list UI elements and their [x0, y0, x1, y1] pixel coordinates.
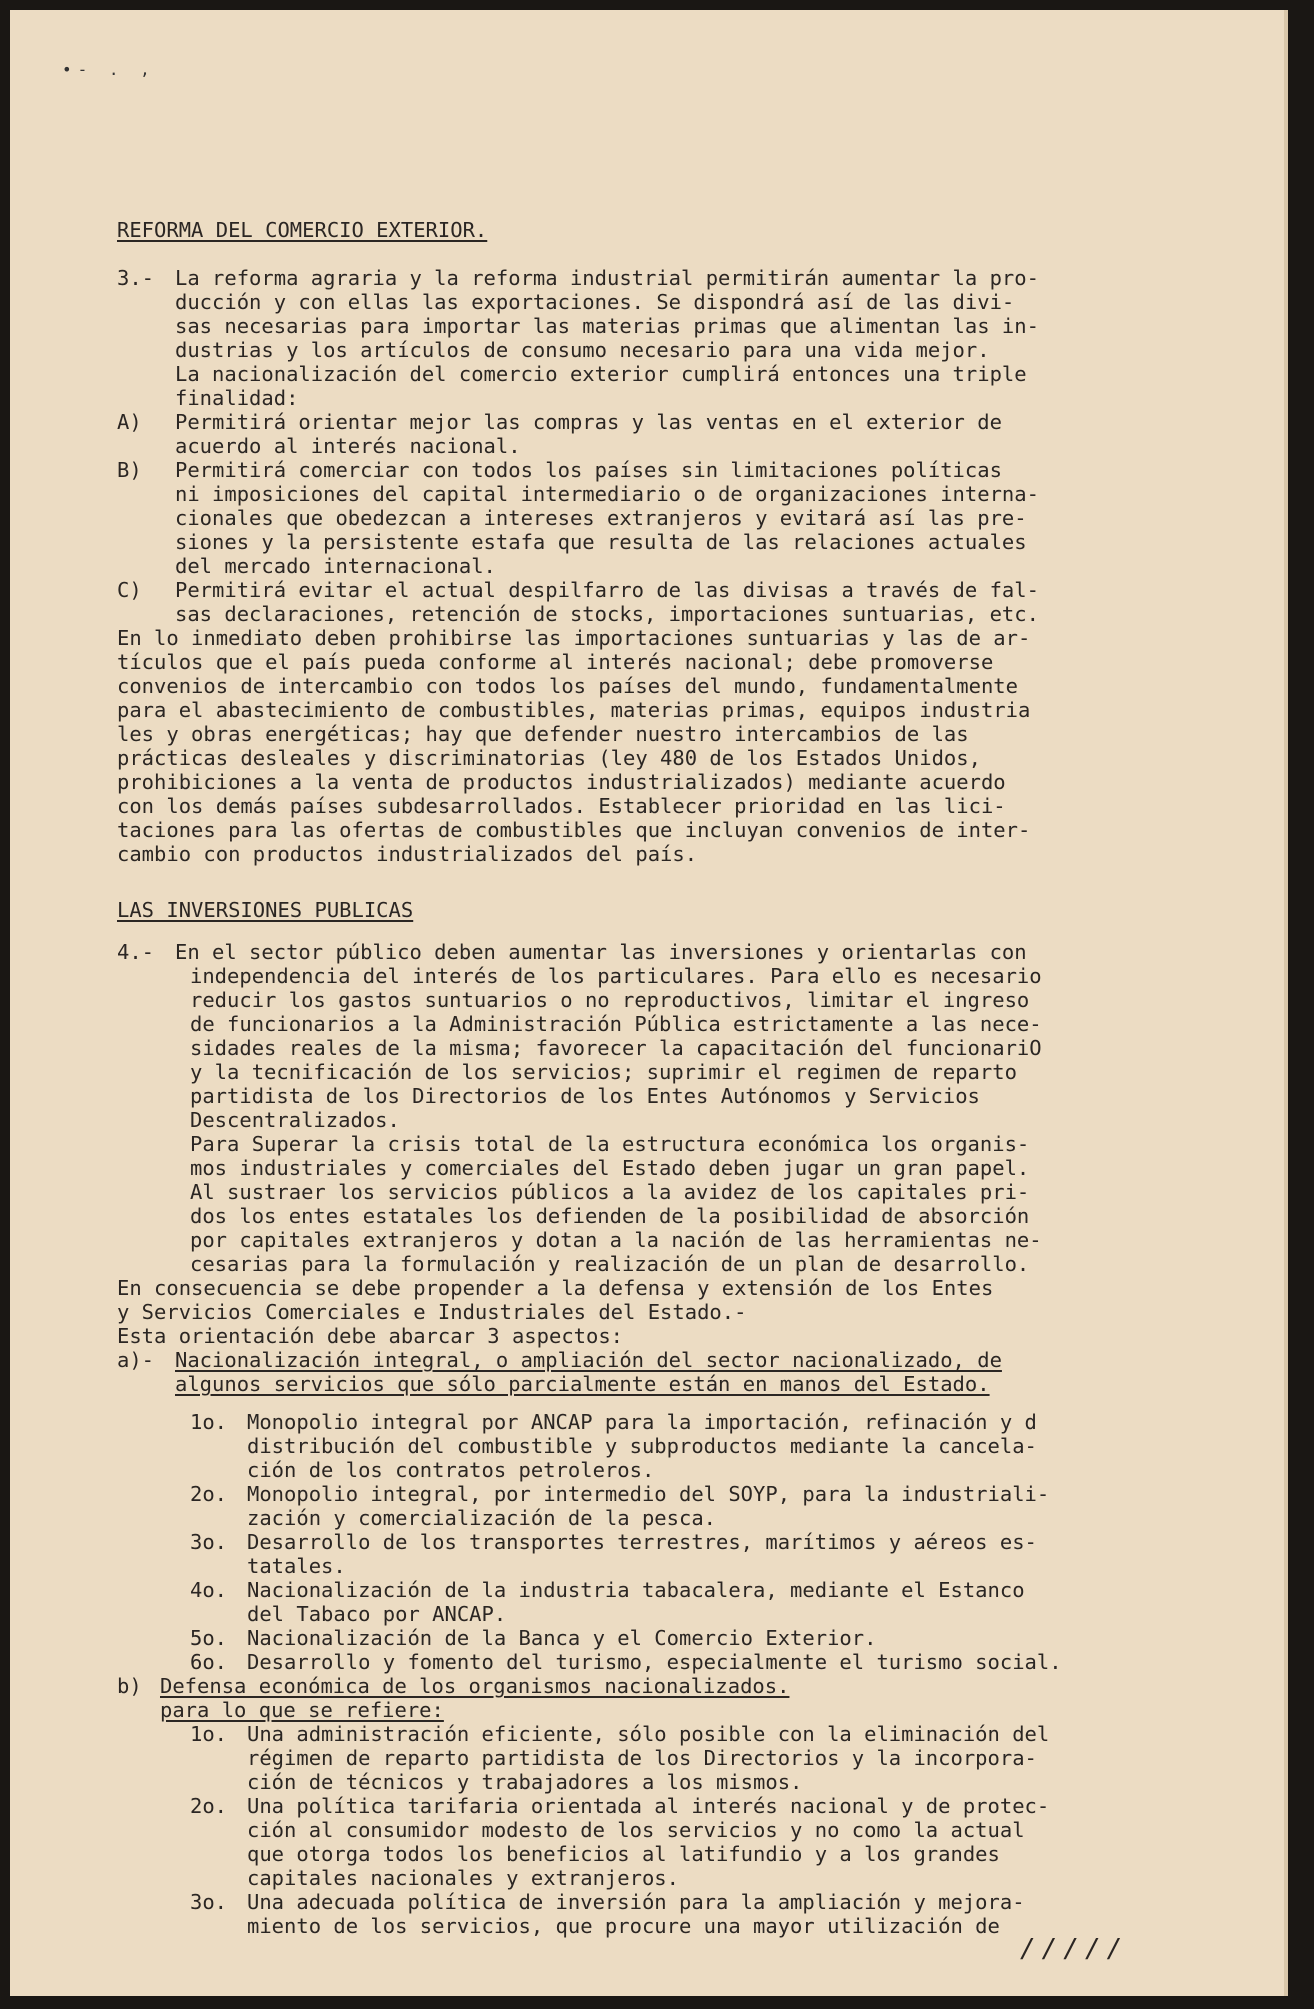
- text-line: sas declaraciones, retención de stocks, importaciones suntuarias, etc.: [175, 602, 1039, 626]
- list-item: Monopolio integral por ANCAP para la importación, refinación y d: [247, 1410, 1037, 1434]
- list-number: 2o.: [190, 1794, 228, 1818]
- list-item: Una adecuada política de inversión para la ampliación y mejora-: [247, 1890, 1025, 1914]
- subsection-subtitle-b: para lo que se refiere:: [160, 1698, 444, 1722]
- list-item: Desarrollo de los transportes terrestres, marítimos y aéreos es-: [247, 1530, 1037, 1554]
- corner-marks: •- . ,: [62, 60, 156, 79]
- list-item: ción de técnicos y trabajadores a los mismos.: [247, 1770, 803, 1794]
- text-line: independencia del interés de los particulares. Para ello es necesario: [190, 964, 1042, 988]
- text-line: convenios de intercambio con todos los países del mundo, fundamentalmente: [117, 674, 1018, 698]
- text-line: de funcionarios a la Administración Pública estrictamente a las nece-: [190, 1012, 1042, 1036]
- item-label-a: A): [117, 410, 142, 434]
- list-number: 2o.: [190, 1482, 228, 1506]
- list-number: 6o.: [190, 1650, 228, 1674]
- text-line: En lo inmediato deben prohibirse las importaciones suntuarias y las de ar-: [117, 626, 1031, 650]
- text-line: Permitirá orientar mejor las compras y las ventas en el exterior de: [175, 410, 1002, 434]
- text-line: reducir los gastos suntuarios o no reproductivos, limitar el ingreso: [190, 988, 1030, 1012]
- text-line: prácticas desleales y discriminatorias (ley 480 de los Estados Unidos,: [117, 746, 981, 770]
- text-line: por capitales extranjeros y dotan a la nación de las herramientas ne-: [190, 1228, 1042, 1252]
- list-item: capitales nacionales y extranjeros.: [247, 1866, 679, 1890]
- list-number: 4o.: [190, 1578, 228, 1602]
- list-item: ción de los contratos petroleros.: [247, 1458, 655, 1482]
- subsection-title-a: Nacionalización integral, o ampliación del sector nacionalizado, de: [175, 1348, 1002, 1372]
- text-line: sas necesarias para importar las materias primas que alimentan las in-: [175, 314, 1039, 338]
- list-number: 1o.: [190, 1410, 228, 1434]
- text-line: ni imposiciones del capital intermediario o de organizaciones interna-: [175, 482, 1039, 506]
- text-line: cionales que obedezcan a intereses extranjeros y evitará así las pre-: [175, 506, 1027, 530]
- list-item: Nacionalización de la industria tabacalera, mediante el Estanco: [247, 1578, 1025, 1602]
- text-line: Permitirá evitar el actual despilfarro de las divisas a través de fal-: [175, 578, 1039, 602]
- item-label-c: C): [117, 578, 142, 602]
- subsection-title-b: Defensa económica de los organismos nacionalizados.: [160, 1674, 790, 1698]
- text-line: Al sustraer los servicios públicos a la avidez de los capitales pri-: [190, 1180, 1030, 1204]
- text-line: con los demás países subdesarrollados. Establecer prioridad en las lici-: [117, 794, 1006, 818]
- text-line: taciones para las ofertas de combustibles que incluyan convenios de inter-: [117, 818, 1031, 842]
- list-item: ción al consumidor modesto de los servicios y no como la actual: [247, 1818, 1025, 1842]
- text-line: cambio con productos industrializados del país.: [117, 842, 698, 866]
- text-line: partidista de los Directorios de los Entes Autónomos y Servicios: [190, 1084, 980, 1108]
- text-line: y Servicios Comerciales e Industriales del Estado.-: [117, 1300, 747, 1324]
- text-line: Descentralizados.: [190, 1108, 400, 1132]
- document-page: [10, 10, 1288, 1996]
- section-title-comercio-exterior: REFORMA DEL COMERCIO EXTERIOR.: [117, 218, 488, 242]
- text-line: les y obras energéticas; hay que defender nuestro intercambios de las: [117, 722, 969, 746]
- list-item: régimen de reparto partidista de los Directorios y la incorpora-: [247, 1746, 1037, 1770]
- list-item: tatales.: [247, 1554, 346, 1578]
- item-label-b: B): [117, 458, 142, 482]
- text-line: Para Superar la crisis total de la estructura económica los organis-: [190, 1132, 1030, 1156]
- text-line: finalidad:: [175, 386, 299, 410]
- text-line: Esta orientación debe abarcar 3 aspectos:: [117, 1324, 624, 1348]
- list-item: distribución del combustible y subproductos mediante la cancela-: [247, 1434, 1037, 1458]
- section-title-inversiones-publicas: LAS INVERSIONES PUBLICAS: [117, 898, 414, 922]
- list-item: Monopolio integral, por intermedio del SOYP, para la industriali-: [247, 1482, 1050, 1506]
- text-line: dos los entes estatales los defienden de la posibilidad de absorción: [190, 1204, 1030, 1228]
- list-item: Desarrollo y fomento del turismo, especialmente el turismo social.: [247, 1650, 1062, 1674]
- list-number: 5o.: [190, 1626, 228, 1650]
- text-line: mos industriales y comerciales del Estado deben jugar un gran papel.: [190, 1156, 1030, 1180]
- continuation-marks: /////: [1020, 1934, 1129, 1964]
- section-number-4: 4.-: [117, 940, 155, 964]
- text-line: siones y la persistente estafa que resulta de las relaciones actuales: [175, 530, 1027, 554]
- text-line: Permitirá comerciar con todos los países sin limitaciones políticas: [175, 458, 1002, 482]
- text-line: En consecuencia se debe propender a la defensa y extensión de los Entes: [117, 1276, 994, 1300]
- text-line: tículos que el país pueda conforme al interés nacional; debe promoverse: [117, 650, 994, 674]
- text-line: dustrias y los artículos de consumo necesario para una vida mejor.: [175, 338, 990, 362]
- list-number: 3o.: [190, 1530, 228, 1554]
- list-item: Una administración eficiente, sólo posible con la eliminación del: [247, 1722, 1050, 1746]
- section-number-3: 3.-: [117, 266, 155, 290]
- text-line: para el abastecimiento de combustibles, materias primas, equipos industria: [117, 698, 1031, 722]
- text-line: prohibiciones a la venta de productos industrializados) mediante acuerdo: [117, 770, 1006, 794]
- text-line: y la tecnificación de los servicios; suprimir el regimen de reparto: [190, 1060, 1017, 1084]
- text-line: cesarias para la formulación y realización de un plan de desarrollo.: [190, 1252, 1030, 1276]
- text-line: En el sector público deben aumentar las inversiones y orientarlas con: [175, 940, 1027, 964]
- item-label-a-lower: a)-: [117, 1348, 155, 1372]
- item-label-b-lower: b): [117, 1674, 142, 1698]
- list-number: 1o.: [190, 1722, 228, 1746]
- subsection-title-a: algunos servicios que sólo parcialmente están en manos del Estado.: [175, 1372, 990, 1396]
- list-item: zación y comercialización de la pesca.: [247, 1506, 716, 1530]
- text-line: ducción y con ellas las exportaciones. Se dispondrá así de las divi-: [175, 290, 1015, 314]
- list-item: Nacionalización de la Banca y el Comercio Exterior.: [247, 1626, 877, 1650]
- text-line: La nacionalización del comercio exterior cumplirá entonces una triple: [175, 362, 1027, 386]
- list-item: miento de los servicios, que procure una mayor utilización de: [247, 1914, 1000, 1938]
- list-number: 3o.: [190, 1890, 228, 1914]
- list-item: Una política tarifaria orientada al interés nacional y de protec-: [247, 1794, 1050, 1818]
- list-item: del Tabaco por ANCAP.: [247, 1602, 507, 1626]
- text-line: del mercado internacional.: [175, 554, 496, 578]
- list-item: que otorga todos los beneficios al latifundio y a los grandes: [247, 1842, 1000, 1866]
- text-line: La reforma agraria y la reforma industrial permitirán aumentar la pro-: [175, 266, 1039, 290]
- text-line: acuerdo al interés nacional.: [175, 434, 521, 458]
- text-line: sidades reales de la misma; favorecer la capacitación del funcionariO: [190, 1036, 1042, 1060]
